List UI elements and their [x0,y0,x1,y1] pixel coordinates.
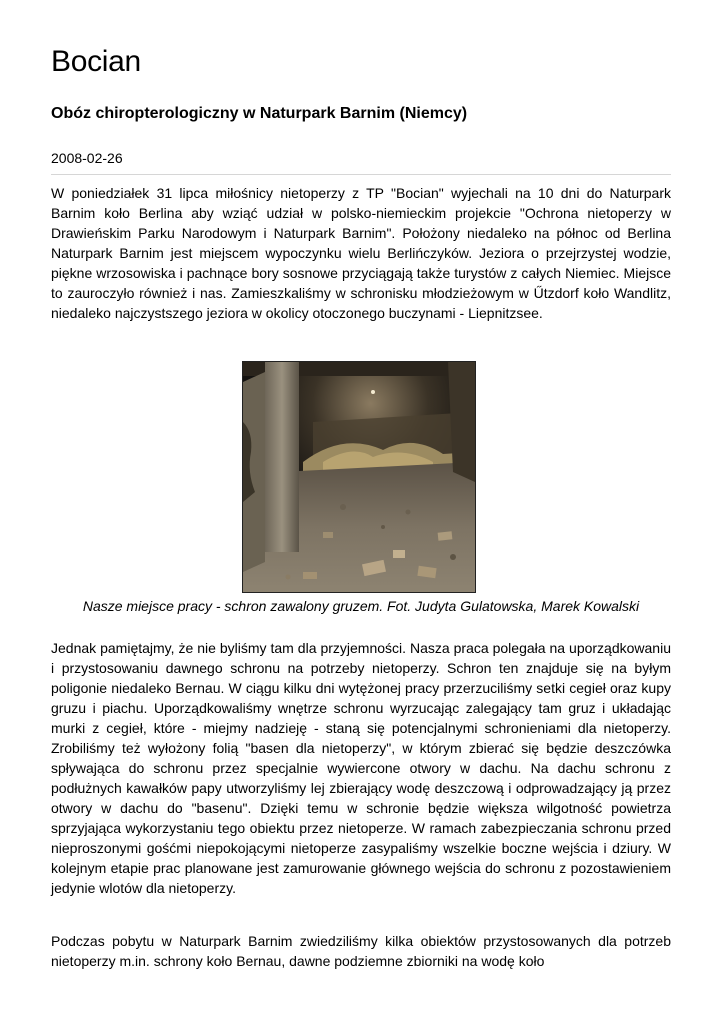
article-paragraph: Podczas pobytu w Naturpark Barnim zwiedziliśmy kilka obiektów przystosowanych dla potrzeb nietoperzy m.in. schrony koło Bernau, dawne podziemne zbiorniki na wodę koło [51,933,671,969]
bunker-photo [242,361,476,593]
figure-caption: Nasze miejsce pracy - schron zawalony gruzem. Fot. Judyta Gulatowska, Marek Kowalski [82,598,640,614]
header-divider [51,174,671,175]
article-date: 2008-02-26 [51,150,123,166]
bunker-photo-illustration [243,362,475,592]
site-title: Bocian [51,45,141,78]
article-title: Obóz chiropterologiczny w Naturpark Barnim (Niemcy) [51,105,468,122]
article-paragraph: Jednak pamiętajmy, że nie byliśmy tam dla przyjemności. Nasza praca polegała na uporządkowaniu i przystosowaniu dawnego schronu na potrzeby nietoperzy. Schron ten znajduje się na byłym poligonie niedaleko Bernau. W ciągu kilku dni wytężonej pracy przerzuciliśmy setki cegieł oraz kupy gruzu i piachu. Uporządkowaliśmy wnętrze schronu wyrzucając zalegający tam gruz i układając murki z cegieł, które - miejmy nadzieję - staną się potencjalnymi schronieniami dla nietoperzy. Zrobiliśmy też wyłożony folią "basen dla nietoperzy", w którym zbierać się będzie deszczówka spływająca do schronu przez specjalnie wywiercone otwory w dachu. Na dachu schronu z podłużnych kawałków papy utworzyliśmy lej zbierający wodę deszczową i odprowadzający ją przez otwory w dachu do "basenu". Dzięki temu w schronie będzie większa wilgotność powietrza sprzyjająca wykorzystaniu tego obiektu przez nietoperze. W ramach zabezpieczania schronu przed nieproszonymi gośćmi niepokojącymi nietoperze zasypaliśmy wszelkie boczne wejścia i dziury. W kolejnym etapie prac planowane jest zamurowanie głównego wejścia do schronu z pozostawieniem jedynie wlotów dla nietoperzy. [51,640,671,896]
article-paragraph: W poniedziałek 31 lipca miłośnicy nietoperzy z TP "Bocian" wyjechali na 10 dni do Naturpark Barnim koło Berlina aby wziąć udział w polsko-niemieckim projekcie "Ochrona nietoperzy w Drawieńskim Parku Narodowym i Naturpark Barnim". Położony niedaleko na północ od Berlina Naturpark Barnim jest miejscem wypoczynku wielu Berlińczyków. Jeziora o przejrzystej wodzie, piękne wrzosowiska i pachnące bory sosnowe przyciągają także turystów z całych Niemiec. Miejsce to zauroczyło również i nas. Zamieszkaliśmy w schronisku młodzieżowym w Űtzdorf koło Wandlitz, niedaleko najczystszego jeziora w okolicy otoczonego buczynami - Liepnitzsee. [51,185,671,321]
